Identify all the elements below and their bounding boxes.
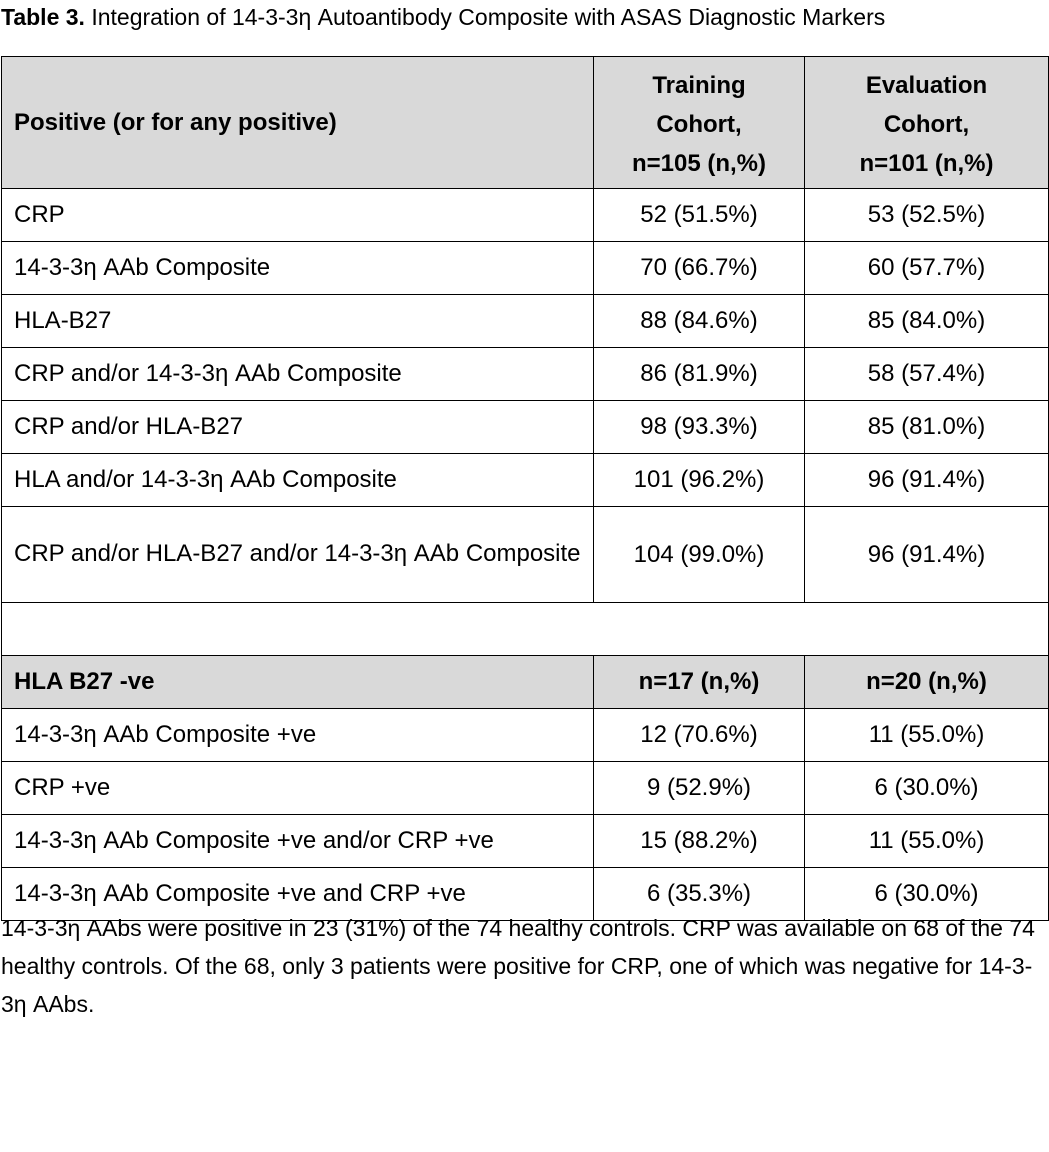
subheader-evaluation-n: n=20 (n,%) <box>805 656 1049 709</box>
table-row <box>2 295 1049 348</box>
row-training-value: 86 (81.9%) <box>594 348 805 401</box>
table-row <box>2 507 1049 603</box>
header-training-line2: Cohort, <box>656 110 742 138</box>
table-row <box>2 454 1049 507</box>
row-training-value: 98 (93.3%) <box>594 401 805 454</box>
row-label: HLA-B27 <box>2 295 594 348</box>
row-evaluation-value: 6 (30.0%) <box>805 762 1049 815</box>
row-evaluation-value: 11 (55.0%) <box>805 815 1049 868</box>
row-training-value: 70 (66.7%) <box>594 242 805 295</box>
row-label: 14-3-3η AAb Composite +ve and/or CRP +ve <box>2 815 594 868</box>
table-row <box>2 348 1049 401</box>
table-footnote: 14-3-3η AAbs were positive in 23 (31%) of the 74 healthy controls. CRP was available on 68 of the 74 healthy controls. Of the 68, only 3 patients were positive for CRP, one of which was negative for 14-3-3η AAbs. <box>1 915 1035 1017</box>
row-evaluation-value: 85 (84.0%) <box>805 295 1049 348</box>
row-label: CRP and/or 14-3-3η AAb Composite <box>2 348 594 401</box>
table-caption <box>1 4 885 30</box>
row-evaluation-value: 58 (57.4%) <box>805 348 1049 401</box>
row-label: HLA and/or 14-3-3η AAb Composite <box>2 454 594 507</box>
subheader-hla-b27-negative: HLA B27 -ve <box>2 656 594 709</box>
header-evaluation-line3: n=101 (n,%) <box>859 149 994 177</box>
row-training-value: 52 (51.5%) <box>594 189 805 242</box>
header-evaluation-line1: Evaluation <box>865 71 988 99</box>
row-training-value: 101 (96.2%) <box>594 454 805 507</box>
subheader-training-n: n=17 (n,%) <box>594 656 805 709</box>
spacer-cell <box>2 603 1049 656</box>
row-evaluation-value: 96 (91.4%) <box>805 454 1049 507</box>
row-evaluation-value: 85 (81.0%) <box>805 401 1049 454</box>
row-label: CRP +ve <box>2 762 594 815</box>
table-row <box>2 709 1049 762</box>
table-row <box>2 242 1049 295</box>
table-row <box>2 762 1049 815</box>
header-evaluation-cohort <box>805 57 1049 189</box>
table-header-row <box>2 57 1049 189</box>
header-training-line3: n=105 (n,%) <box>631 149 767 177</box>
row-training-value: 88 (84.6%) <box>594 295 805 348</box>
row-label: 14-3-3η AAb Composite +ve and CRP +ve <box>2 868 594 921</box>
row-training-value: 12 (70.6%) <box>594 709 805 762</box>
table-row <box>2 401 1049 454</box>
header-training-cohort <box>594 57 805 189</box>
row-training-value: 15 (88.2%) <box>594 815 805 868</box>
row-evaluation-value: 60 (57.7%) <box>805 242 1049 295</box>
results-table <box>1 56 1049 921</box>
row-training-value: 104 (99.0%) <box>594 507 805 603</box>
row-evaluation-value: 96 (91.4%) <box>805 507 1049 603</box>
row-evaluation-value: 53 (52.5%) <box>805 189 1049 242</box>
row-evaluation-value: 6 (30.0%) <box>805 868 1049 921</box>
row-label: 14-3-3η AAb Composite <box>2 242 594 295</box>
table-caption-label: Table 3. <box>1 4 85 30</box>
table-caption-text: Integration of 14-3-3η Autoantibody Composite with ASAS Diagnostic Markers <box>84 4 886 30</box>
header-evaluation-line2: Cohort, <box>883 110 970 138</box>
header-training-line1: Training <box>652 71 746 99</box>
row-label: CRP and/or HLA-B27 <box>2 401 594 454</box>
row-training-value: 6 (35.3%) <box>594 868 805 921</box>
table-row <box>2 189 1049 242</box>
row-label: CRP and/or HLA-B27 and/or 14-3-3η AAb Composite <box>2 507 594 603</box>
table-spacer-row <box>2 603 1049 656</box>
row-training-value: 9 (52.9%) <box>594 762 805 815</box>
table-row <box>2 815 1049 868</box>
row-label: CRP <box>2 189 594 242</box>
row-label: 14-3-3η AAb Composite +ve <box>2 709 594 762</box>
header-positive: Positive (or for any positive) <box>2 57 594 189</box>
table-subheader-row <box>2 656 1049 709</box>
row-evaluation-value: 11 (55.0%) <box>805 709 1049 762</box>
